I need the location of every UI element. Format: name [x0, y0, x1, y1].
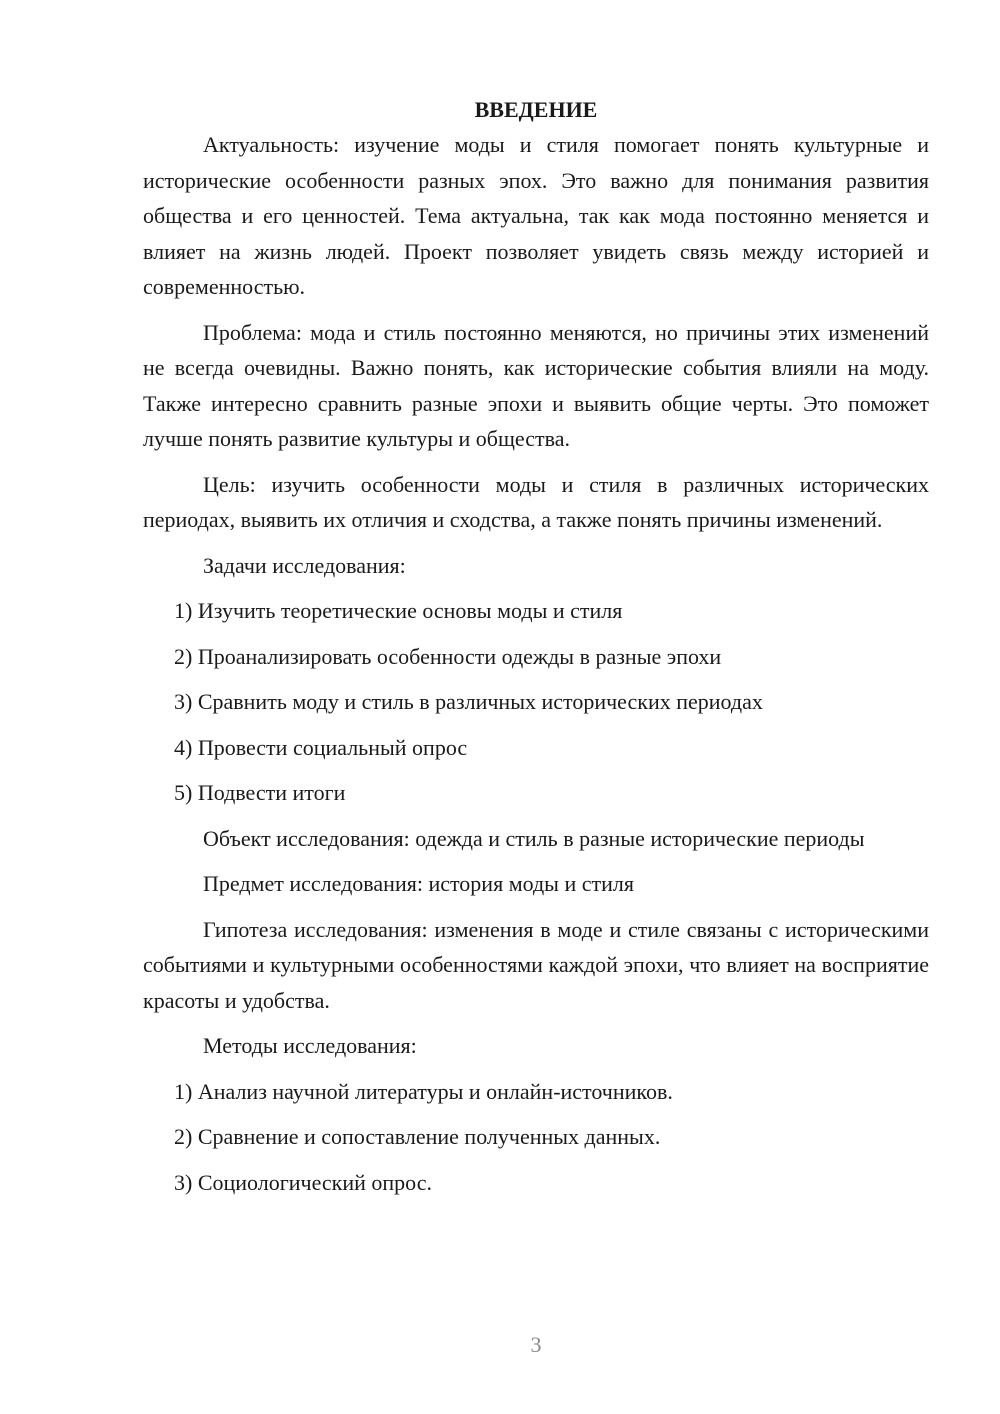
list-item-task-5: 5) Подвести итоги	[174, 780, 346, 805]
methods-heading: Методы исследования:	[203, 1033, 417, 1058]
page-number: 3	[530, 1332, 542, 1357]
list-item-method-3: 3) Социологический опрос.	[174, 1169, 432, 1195]
list-item-task-2: 2) Проанализировать особенности одежды в разные эпохи	[174, 643, 722, 669]
list-item-task-1: 1) Изучить теоретические основы моды и стиля	[174, 598, 623, 623]
list-item-task-4: 4) Провести социальный опрос	[174, 734, 468, 760]
list-item-method-1: 1) Анализ научной литературы и онлайн-источников.	[174, 1078, 673, 1104]
page-title: ВВЕДЕНИЕ	[474, 97, 598, 122]
paragraph-problem: Проблема: мода и стиль постоянно меняются, но причины этих изменений не всегда очевидны. Важно понять, как исторические события влияли на моду. Также интересно сравнить разные эпохи и выявить общие черты. Это поможет лучше понять развитие культуры и общества.	[143, 319, 929, 451]
tasks-heading: Задачи исследования:	[203, 552, 406, 578]
list-item-task-3: 3) Сравнить моду и стиль в различных исторических периодах	[174, 689, 763, 714]
paragraph-relevance: Актуальность: изучение моды и стиля помогает понять культурные и исторические особенности разных эпох. Это важно для понимания развития общества и его ценностей. Тема актуальна, так как мода постоянно меняется и влияет на жизнь людей. Проект позволяет увидеть связь между историей и современностью.	[143, 132, 929, 299]
paragraph-goal: Цель: изучить особенности моды и стиля в различных исторических периодах, выявить их отличия и сходства, а также понять причины изменений.	[143, 471, 929, 532]
paragraph-object: Объект исследования: одежда и стиль в разные исторические периоды	[203, 825, 865, 851]
document-page	[143, 92, 929, 1200]
list-item-method-2: 2) Сравнение и сопоставление полученных данных.	[174, 1124, 661, 1149]
paragraph-hypothesis: Гипотеза исследования: изменения в моде и стиле связаны с историческими событиями и культурными особенностями каждой эпохи, что влияет на восприятие красоты и удобства.	[143, 916, 929, 1013]
paragraph-subject: Предмет исследования: история моды и стиля	[203, 871, 634, 896]
